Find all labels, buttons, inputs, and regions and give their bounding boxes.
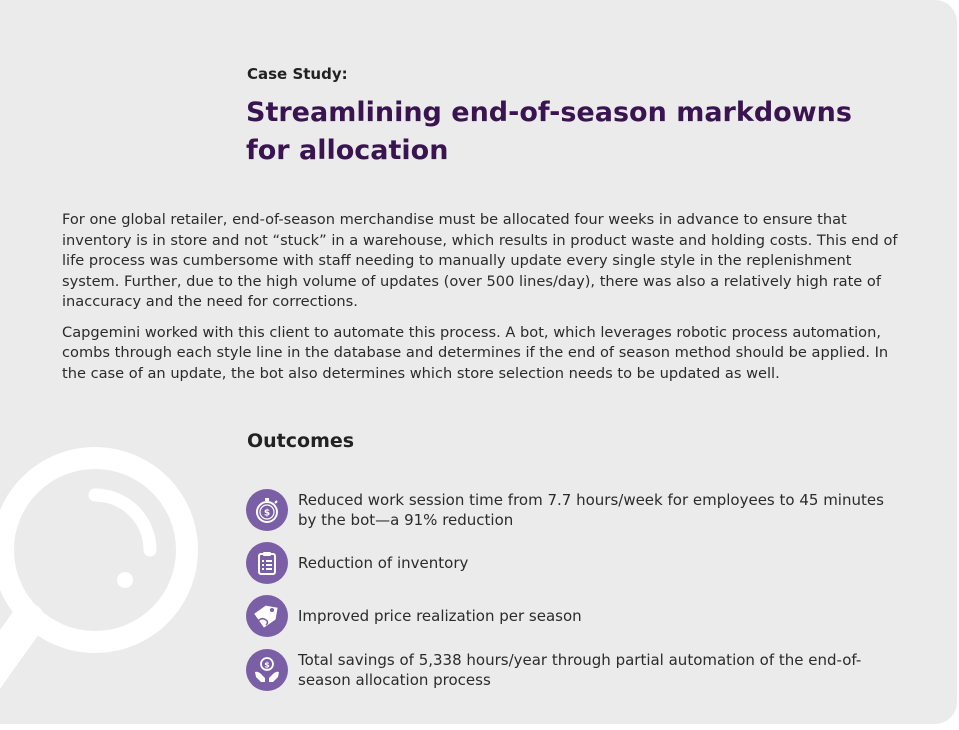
magnifier-icon [0, 440, 220, 724]
case-study-label: Case Study: [247, 65, 348, 83]
paragraph-solution: Capgemini worked with this client to automate this process. A bot, which leverages robotic process automation, combs through each style line in the database and determines if the end of season method should be applied. In the case of an update, the bot also determines which store selection needs to be updated as well. [62, 323, 889, 382]
outcome-item [246, 489, 888, 531]
page-title: Streamlining end-of-season markdowns for allocation [246, 97, 852, 166]
svg-text:$: $ [264, 660, 270, 670]
paragraph-problem: For one global retailer, end-of-season merchandise must be allocated four weeks in advance to ensure that inventory is in store and not “stuck” in a warehouse, which results in product waste and holding costs. This end of life process was cumbersome with staff needing to manually update every single style in the replenishment system. Further, due to the high volume of updates (over 500 lines/day), there was also a relatively high rate of inaccuracy and the need for corrections. [62, 211, 898, 310]
outcome-item [246, 542, 888, 584]
outcome-text: Reduced work session time from 7.7 hours/week for employees to 45 minutes by the bot—a 91% reduction [298, 490, 884, 529]
outcome-item [246, 595, 888, 637]
outcome-text: Reduction of inventory [298, 553, 469, 572]
svg-text:$: $ [263, 508, 271, 519]
price-tag-hand-icon [246, 595, 288, 637]
outcomes-heading: Outcomes [247, 430, 355, 452]
outcome-text: Improved price realization per season [298, 606, 582, 625]
outcome-text: Total savings of 5,338 hours/year through partial automation of the end-of-season allocation process [298, 650, 862, 689]
hands-coin-icon [246, 649, 288, 691]
body-text [62, 210, 902, 394]
clipboard-list-icon [246, 542, 288, 584]
stopwatch-dollar-icon [246, 489, 288, 531]
outcome-item [246, 649, 888, 691]
